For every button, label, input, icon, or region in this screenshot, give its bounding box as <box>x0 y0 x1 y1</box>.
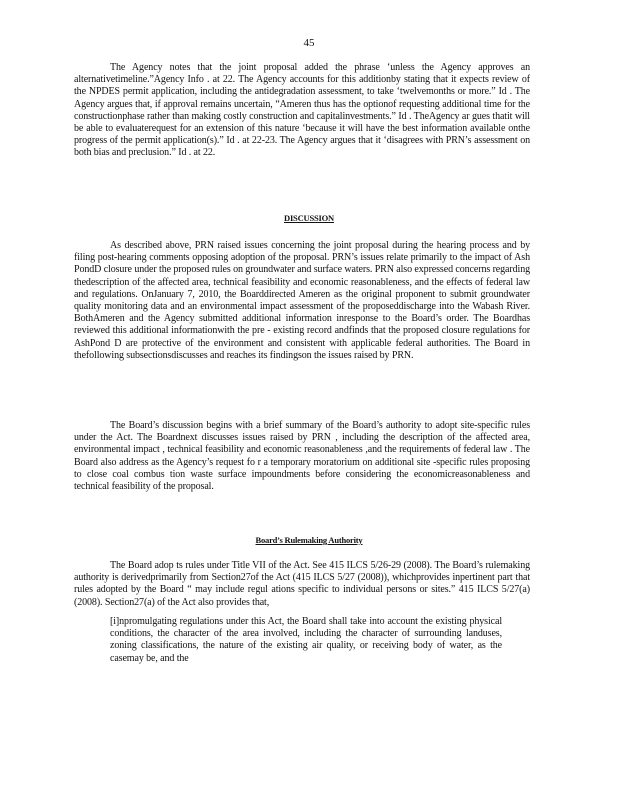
paragraph-agency-argument: The Agency notes that the joint proposal added the phrase ‘unless the Agency approves an alternativetimeline.”Agency Info . at 22. The Agency accounts for this additionby stating that it expects review of the NPDES permit application, including the antidegradation assessment, to take ‘twelvemonths or more.” Id . The Agency argues that, if approval remains uncertain, “Ameren thus has the optionof requesting additional time for the constructionphase rather than making costly construction and capitalinvestments.” Id . TheAgency ar gues thatit will be able to evaluaterequest for an extension of this nature ‘because it will have the best information available onthe progress of the permit application(s).” Id . at 22-23. The Agency argues that it ‘disagrees with PRN’s assessment on both bias and preclusion.” Id . at 22. <box>74 62 530 159</box>
heading-text: DISCUSSION <box>284 213 334 223</box>
paragraph-discussion-summary: The Board’s discussion begins with a brief summary of the Board’s authority to adopt site-specific rules under the Act. The Boardnext discusses issues raised by PRN , including the description of the affected area, environmental impact , technical feasibility and economic reasonableness ,and the requirements of federal law . The Board also address as the Agency’s request fo r a temporary moratorium on additional site -specific rules proposing to close coal combus tion waste surface impoundments before considering the economicreasonableness and technical feasibility of the proposal. <box>74 420 530 493</box>
section-heading-discussion <box>0 213 618 223</box>
heading-text: Board’s Rulemaking Authority <box>255 535 363 545</box>
section-heading-rulemaking-authority <box>0 535 618 545</box>
block-quote-section-27a: [i]npromulgating regulations under this Act, the Board shall take into account the existing physical conditions, the character of the area involved, including the character of surrounding landuses, zoning classifications, the nature of the existing air quality, or receiving body of water, as the casemay be, and the <box>110 616 502 664</box>
paragraph-rulemaking-authority: The Board adop ts rules under Title VII of the Act. See 415 ILCS 5/26-29 (2008). The Board’s rulemaking authority is derivedprimarily from Section27of the Act (415 ILCS 5/27 (2008)), whichprovides inpertinent part that rules adopted by the Board “ may include regul ations specific to individual persons or sites.” 415 ILCS 5/27(a) (2008). Section27(a) of the Act also provides that, <box>74 560 530 608</box>
page-number: 45 <box>303 37 315 49</box>
paragraph-discussion-intro: As described above, PRN raised issues concerning the joint proposal during the hearing process and by filing post-hearing comments opposing adoption of the proposal. PRN’s issues relate primarily to the impact of Ash PondD closure under the proposed rules on groundwater and surface waters. PRN also expressed concerns regarding thedescription of the affected area, technical feasibility and economic reasonableness, and the effects of federal law and regulations. OnJanuary 7, 2010, the Boarddirected Ameren as the original proponent to submit groundwater quality monitoring data and an environmental impact assessment of the proposeddischarge into the Wabash River. BothAmeren and the Agency submitted additional information inresponse to the Board’s order. The Boardhas reviewed this additional informationwith the pre - existing record andfinds that the proposed closure regulations for AshPond D are protective of the environment and consistent with applicable federal authorities. The Board in thefollowing subsectionsdiscusses and reaches its findingson the issues raised by PRN. <box>74 240 530 361</box>
